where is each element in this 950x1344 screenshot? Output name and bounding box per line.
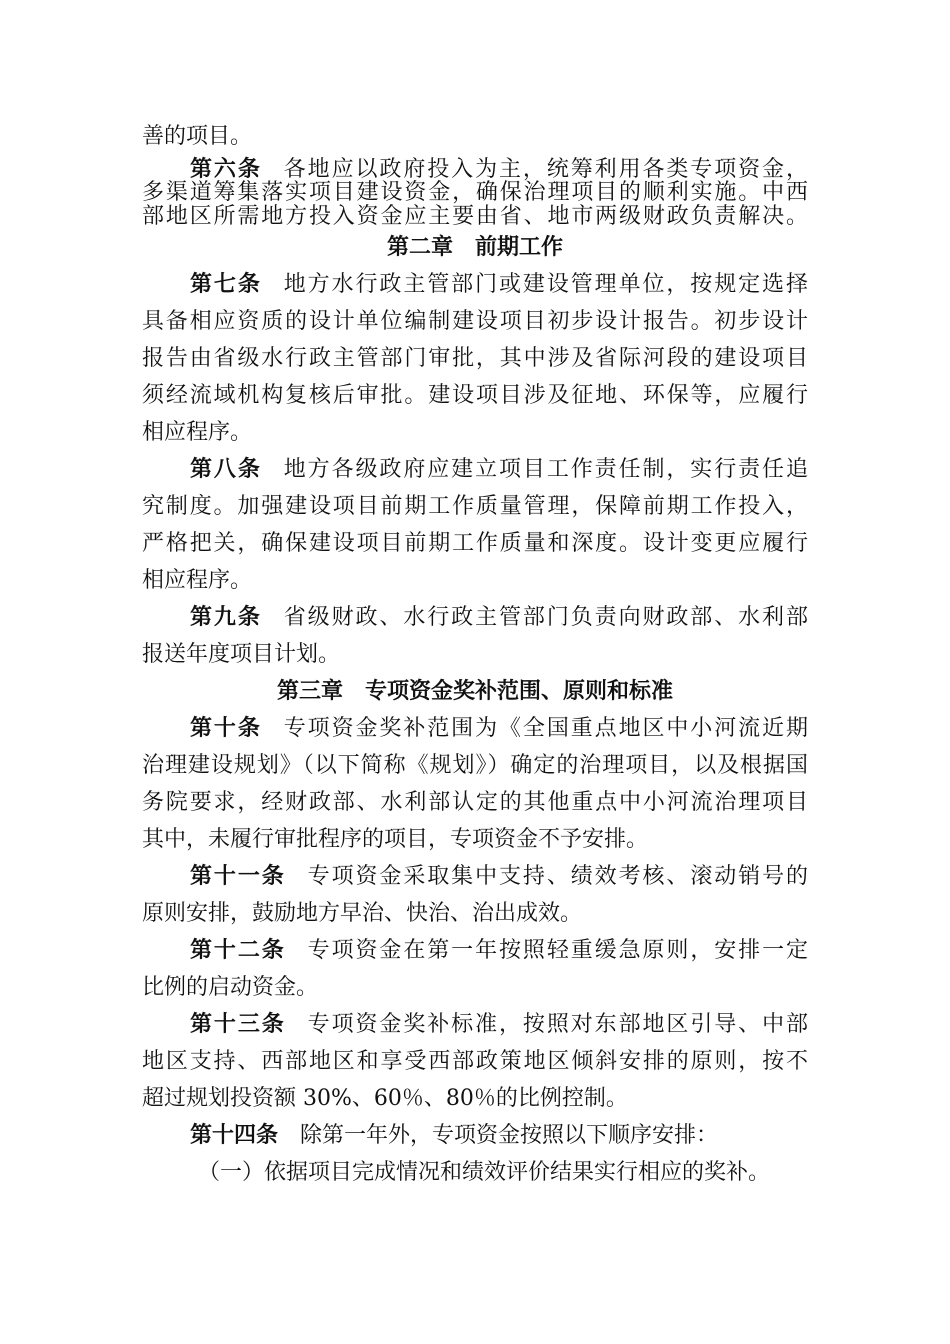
article-label: 第七条 [190, 271, 262, 297]
paragraph-line: 超过规划投资额 30%、60％、80％的比例控制。 [142, 1086, 628, 1111]
article-label: 第十二条 [190, 937, 286, 963]
paragraph-line: 相应程序。 [142, 568, 253, 593]
article-label: 第十四条 [190, 1122, 279, 1148]
paragraph-line [142, 710, 808, 747]
paragraph-line [142, 1117, 808, 1154]
list-item: （一）依据项目完成情况和绩效评价结果实行相应的奖补。 [198, 1160, 771, 1185]
article-9 [142, 599, 808, 673]
article-text: 除第一年外，专项资金按照以下顺序安排： [300, 1123, 719, 1148]
paragraph-line [142, 266, 808, 303]
paragraph-line [142, 599, 808, 636]
article-7 [142, 266, 808, 451]
article-label: 第六条 [190, 156, 262, 182]
paragraph-line: 报送年度项目计划。 [142, 642, 341, 667]
paragraph-line [142, 1006, 808, 1043]
paragraph-line: 地区支持、西部地区和享受西部政策地区倾斜安排的原则，按不 [142, 1049, 808, 1074]
article-12 [142, 932, 808, 1006]
article-14 [142, 1117, 808, 1191]
paragraph-line [142, 157, 808, 181]
article-label: 第十一条 [190, 863, 286, 889]
article-text: 专项资金奖补范围为《全国重点地区中小河流近期 [283, 716, 808, 741]
article-text: 专项资金奖补标准，按照对东部地区引导、中部 [307, 1012, 808, 1037]
paragraph-line: 善的项目。 [142, 124, 253, 149]
paragraph-line: 原则安排，鼓励地方早治、快治、治出成效。 [142, 901, 583, 926]
article-11 [142, 858, 808, 932]
paragraph-line [142, 451, 808, 488]
paragraph-line: 比例的启动资金。 [142, 975, 319, 1000]
paragraph-line: 务院要求，经财政部、水利部认定的其他重点中小河流治理项目 [142, 790, 808, 815]
paragraph-line: 部地区所需地方投入资金应主要由省、地市两级财政负责解决。 [142, 204, 808, 229]
chapter-number: 第三章 [276, 678, 343, 704]
paragraph-line [142, 932, 808, 969]
paragraph-line: 治理建设规划》（以下简称《规划》）确定的治理项目，以及根据国 [142, 753, 808, 778]
chapter-number: 第二章 [386, 234, 453, 260]
chapter-heading [142, 673, 808, 710]
article-label: 第九条 [190, 604, 262, 630]
article-text: 各地应以政府投入为主，统筹利用各类专项资金， [283, 157, 808, 182]
article-text: 专项资金采取集中支持、绩效考核、滚动销号的 [307, 864, 808, 889]
article-13 [142, 1006, 808, 1117]
article-text: 地方各级政府应建立项目工作责任制，实行责任追 [283, 457, 808, 482]
chapter-title: 前期工作 [475, 234, 564, 260]
article-text: 地方水行政主管部门或建设管理单位，按规定选择 [283, 272, 808, 297]
article-text: 省级财政、水行政主管部门负责向财政部、水利部 [283, 605, 808, 630]
paragraph-line: 严格把关，确保建设项目前期工作质量和深度。设计变更应履行 [142, 531, 808, 556]
paragraph-line: 具备相应资质的设计单位编制建设项目初步设计报告。初步设计 [142, 309, 808, 334]
paragraph-line: 相应程序。 [142, 420, 253, 445]
article-label: 第十条 [190, 715, 262, 741]
chapter-title: 专项资金奖补范围、原则和标准 [365, 678, 674, 704]
article-8 [142, 451, 808, 599]
article-6 [142, 157, 808, 229]
paragraph-line: 报告由省级水行政主管部门审批，其中涉及省际河段的建设项目 [142, 346, 808, 371]
article-text: 专项资金在第一年按照轻重缓急原则，安排一定 [307, 938, 808, 963]
article-label: 第十三条 [190, 1011, 286, 1037]
article-10 [142, 710, 808, 858]
document-page [142, 118, 808, 1191]
paragraph-line: 须经流域机构复核后审批。建设项目涉及征地、环保等，应履行 [142, 383, 808, 408]
paragraph-line: 多渠道筹集落实项目建设资金，确保治理项目的顺利实施。中西 [142, 180, 808, 205]
paragraph-line: 其中，未履行审批程序的项目，专项资金不予安排。 [142, 827, 649, 852]
paragraph-line [142, 858, 808, 895]
paragraph-line: 究制度。加强建设项目前期工作质量管理，保障前期工作投入， [142, 494, 808, 519]
article-label: 第八条 [190, 456, 262, 482]
chapter-heading [142, 229, 808, 266]
